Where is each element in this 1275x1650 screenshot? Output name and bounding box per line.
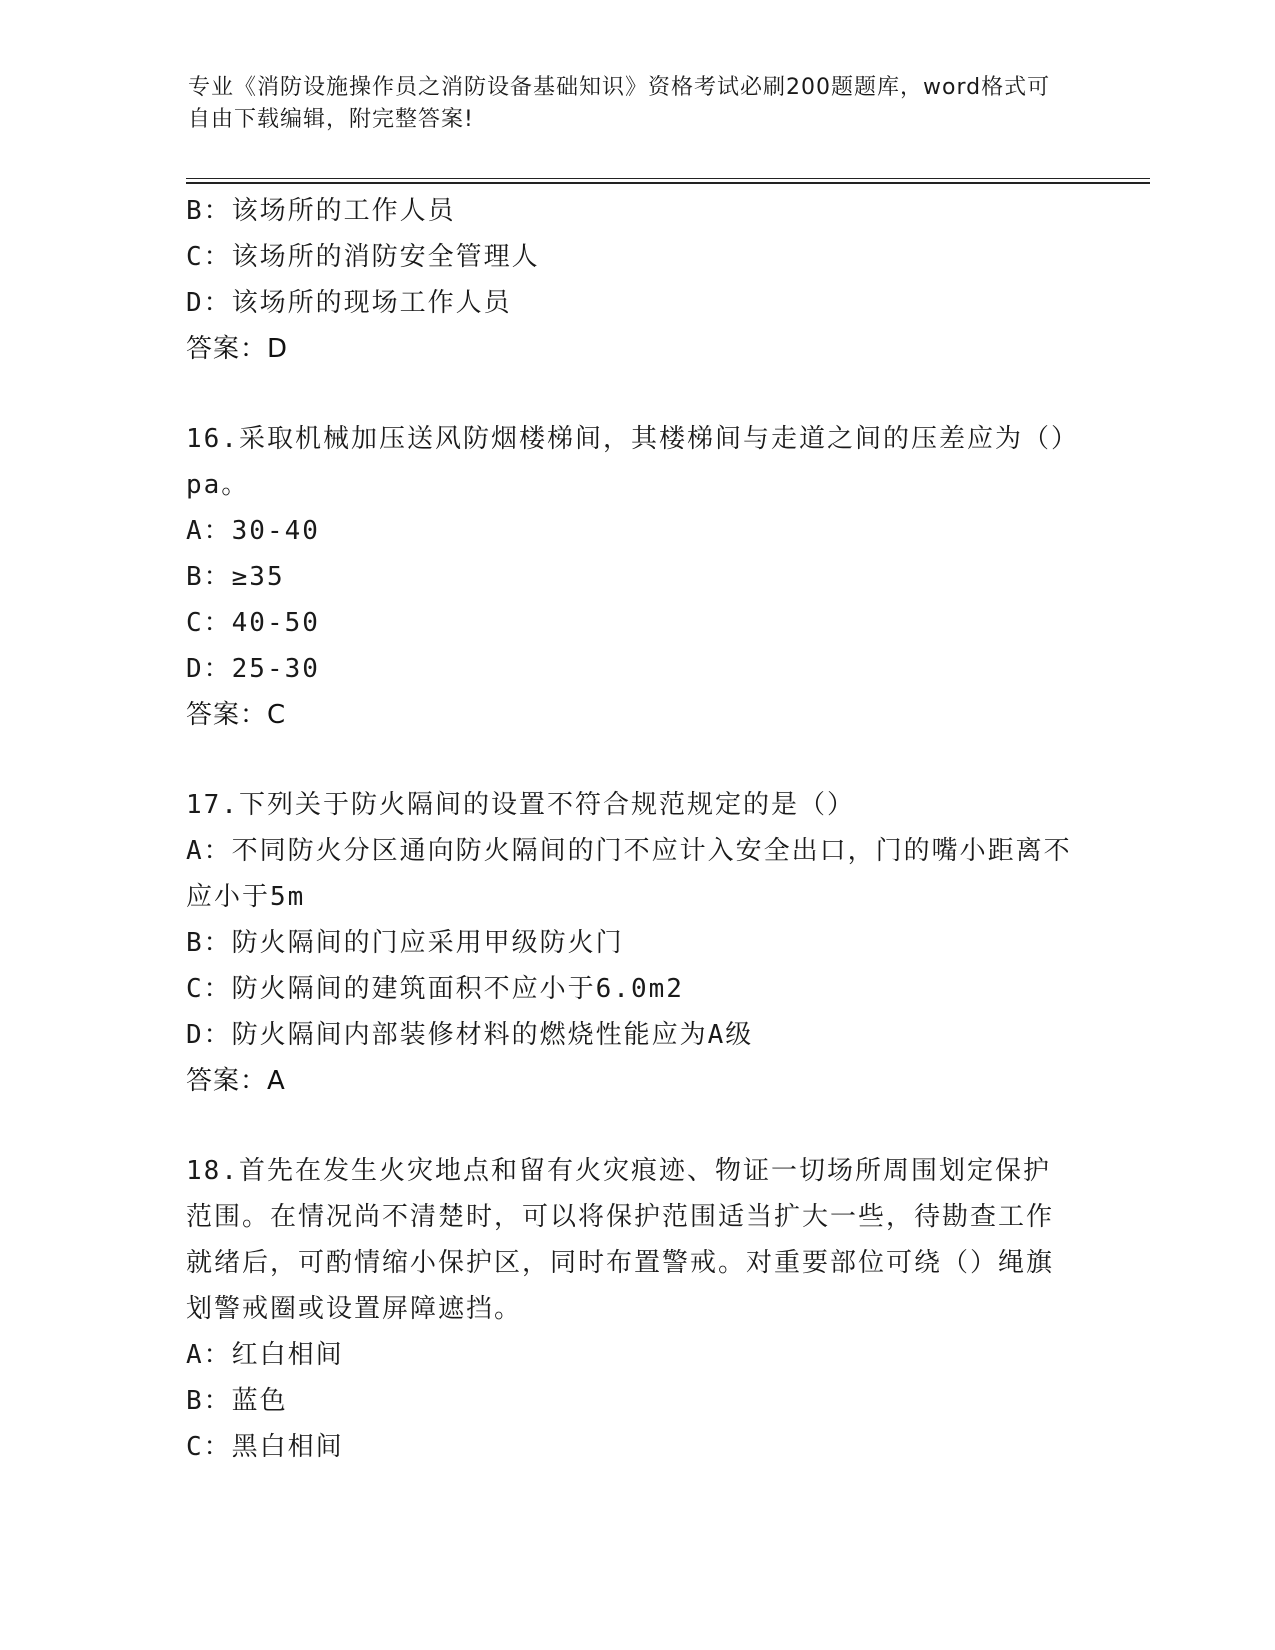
option-d: D：25-30 [186,654,320,684]
spacer [186,738,1076,782]
option-c: C：防火隔间的建筑面积不应小于6.0m2 [186,974,684,1004]
spacer [186,372,1076,416]
question-text: 16.采取机械加压送风防烟楼梯间，其楼梯间与走道之间的压差应为（）pa。 [186,424,1066,500]
answer: 答案：D [186,334,289,364]
option-a: A：30-40 [186,516,320,546]
question-list [186,188,1076,1470]
option-d: D：防火隔间内部装修材料的燃烧性能应为A级 [186,1020,754,1050]
option-d: D：该场所的现场工作人员 [186,288,512,318]
answer: 答案：A [186,1066,286,1096]
question-text: 18.首先在发生火灾地点和留有火灾痕迹、物证一切场所周围划定保护范围。在情况尚不清楚时，可以将保护范围适当扩大一些，待勘查工作就绪后，可酌情缩小保护区，同时布置警戒。对重要部位可绕（）绳旗划警戒圈或设置屏障遮挡。 [186,1156,1055,1324]
answer: 答案：C [186,700,287,730]
header-divider-thin [186,178,1150,179]
question-text: 17.下列关于防火隔间的设置不符合规范规定的是（） [186,790,855,820]
option-b: B：该场所的工作人员 [186,196,456,226]
option-c: C：40-50 [186,608,320,638]
option-c: C：黑白相间 [186,1432,344,1462]
spacer [186,1104,1076,1148]
question-16 [186,416,1076,738]
option-a: A：不同防火分区通向防火隔间的门不应计入安全出口，门的嘴小距离不应小于5m [186,836,1072,912]
option-a: A：红白相间 [186,1340,344,1370]
document-header: 专业《消防设施操作员之消防设备基础知识》资格考试必刷200题题库，word格式可自由下载编辑，附完整答案! [188,75,1051,132]
option-b: B：≥35 [186,562,285,592]
header-divider-thick [186,182,1150,184]
option-b: B：防火隔间的门应采用甲级防火门 [186,928,624,958]
question-15 [186,188,1076,372]
question-18 [186,1148,1076,1470]
option-b: B：蓝色 [186,1386,288,1416]
question-17 [186,782,1076,1104]
option-c: C：该场所的消防安全管理人 [186,242,540,272]
